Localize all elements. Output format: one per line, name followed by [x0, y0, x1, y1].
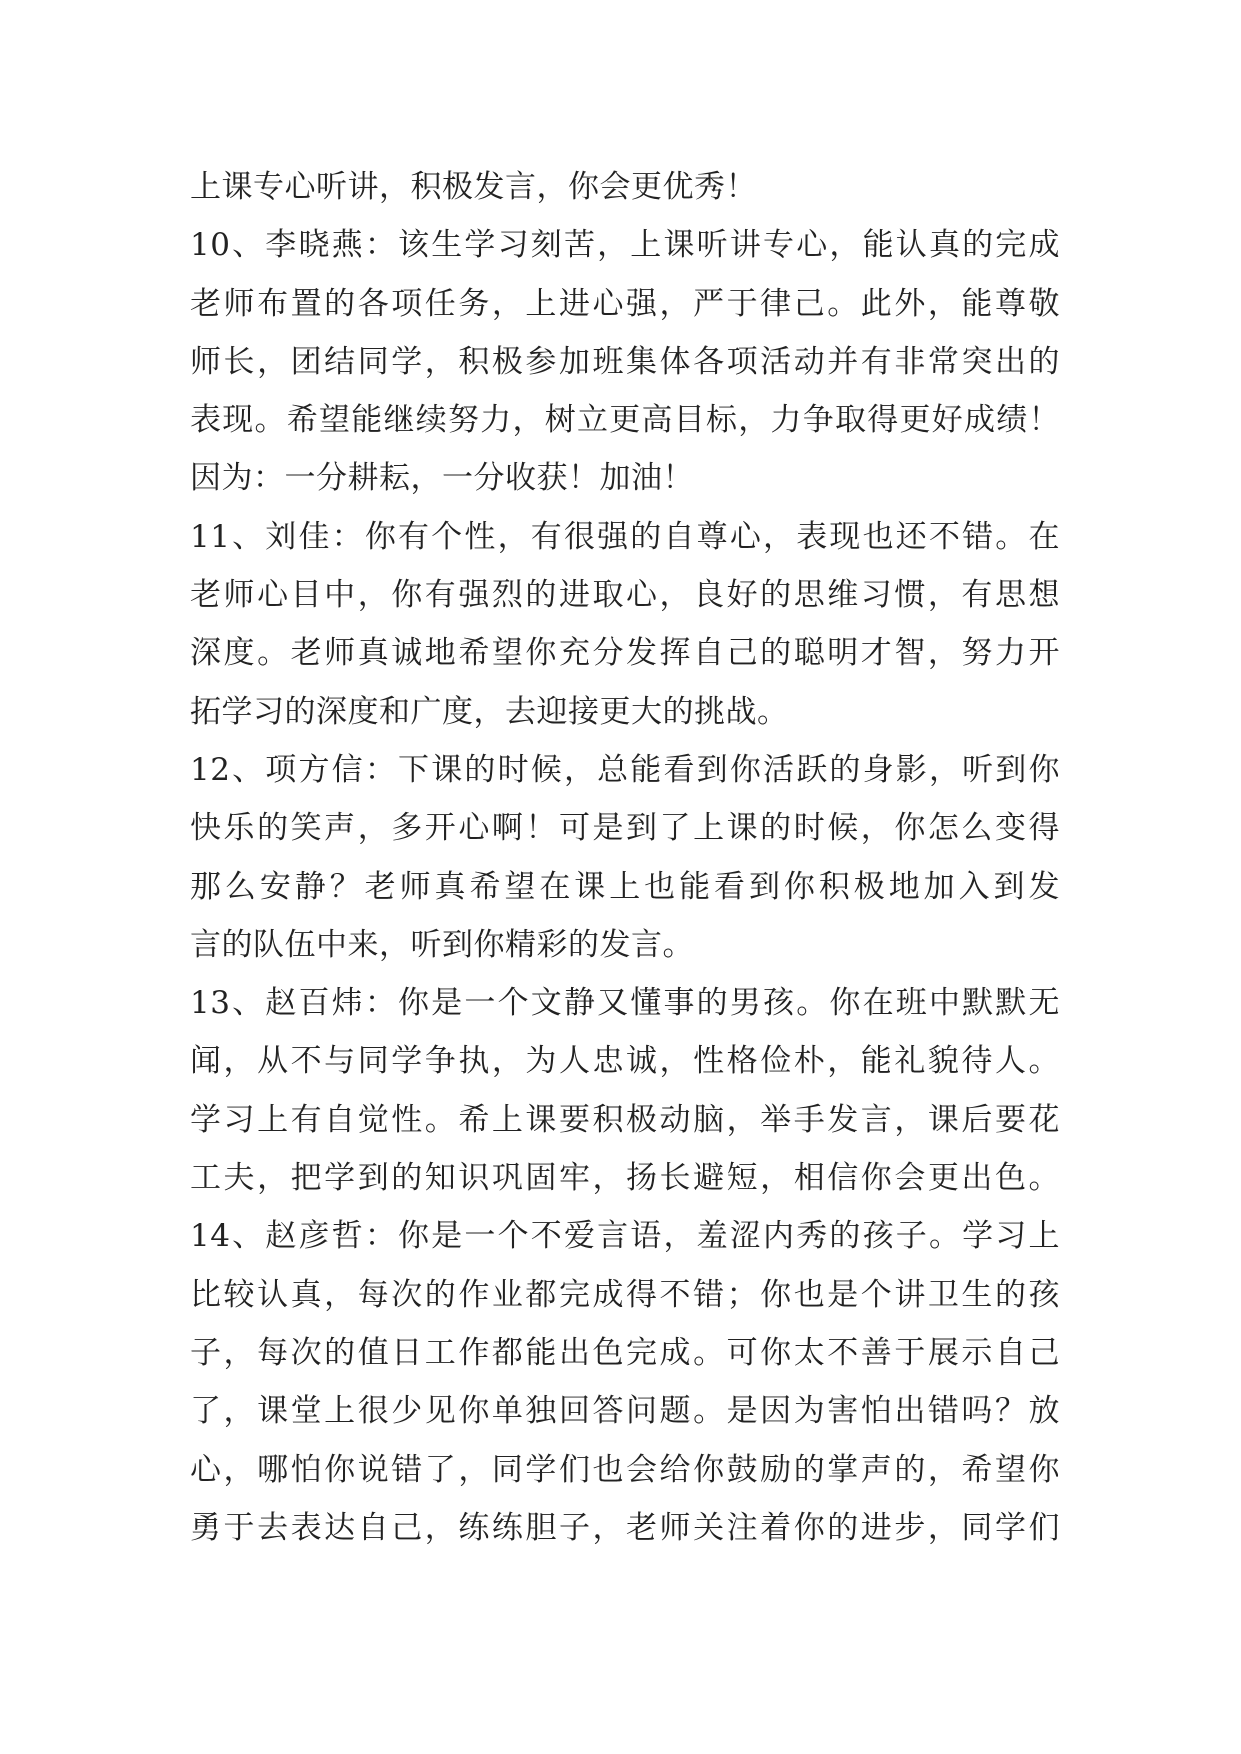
text-line: 10、李晓燕：该生学习刻苦，上课听讲专心，能认真的完成 [190, 227, 1060, 264]
text-line: 拓学习的深度和广度，去迎接更大的挑战。 [190, 693, 789, 730]
text-line: 深度。老师真诚地希望你充分发挥自己的聪明才智，努力开 [190, 635, 1060, 672]
text-line: 言的队伍中来，听到你精彩的发言。 [190, 926, 694, 963]
body-text [190, 158, 1060, 1557]
text-line: 比较认真，每次的作业都完成得不错；你也是个讲卫生的孩 [190, 1276, 1060, 1313]
text-line: 勇于去表达自己，练练胆子，老师关注着你的进步，同学们 [190, 1509, 1060, 1546]
text-line: 心，哪怕你说错了，同学们也会给你鼓励的掌声的，希望你 [190, 1451, 1060, 1488]
text-line: 闻，从不与同学争执，为人忠诚，性格俭朴，能礼貌待人。 [190, 1043, 1060, 1080]
text-line: 老师布置的各项任务，上进心强，严于律己。此外，能尊敬 [190, 285, 1060, 322]
text-line: 了，课堂上很少见你单独回答问题。是因为害怕出错吗？放 [190, 1393, 1060, 1430]
text-line: 13、赵百炜：你是一个文静又懂事的男孩。你在班中默默无 [190, 985, 1060, 1022]
text-line: 子，每次的值日工作都能出色完成。可你太不善于展示自己 [190, 1334, 1060, 1371]
text-line: 那么安静？老师真希望在课上也能看到你积极地加入到发 [190, 868, 1060, 905]
text-line: 上课专心听讲，积极发言，你会更优秀！ [190, 169, 757, 205]
text-line: 表现。希望能继续努力，树立更高目标，力争取得更好成绩！ [190, 402, 1060, 439]
text-line: 快乐的笑声，多开心啊！可是到了上课的时候，你怎么变得 [190, 810, 1060, 847]
text-line: 师长，团结同学，积极参加班集体各项活动并有非常突出的 [190, 343, 1060, 380]
text-line: 11、刘佳：你有个性，有很强的自尊心，表现也还不错。在 [190, 518, 1060, 555]
text-line: 12、项方信：下课的时候，总能看到你活跃的身影，听到你 [190, 751, 1060, 788]
text-line: 老师心目中，你有强烈的进取心，良好的思维习惯，有思想 [190, 577, 1060, 614]
text-line: 学习上有自觉性。希上课要积极动脑，举手发言，课后要花 [190, 1101, 1060, 1138]
text-line: 工夫，把学到的知识巩固牢，扬长避短，相信你会更出色。 [190, 1160, 1060, 1197]
text-line: 14、赵彦哲：你是一个不爱言语，羞涩内秀的孩子。学习上 [190, 1218, 1060, 1255]
text-line: 因为：一分耕耘，一分收获！加油！ [190, 460, 694, 497]
